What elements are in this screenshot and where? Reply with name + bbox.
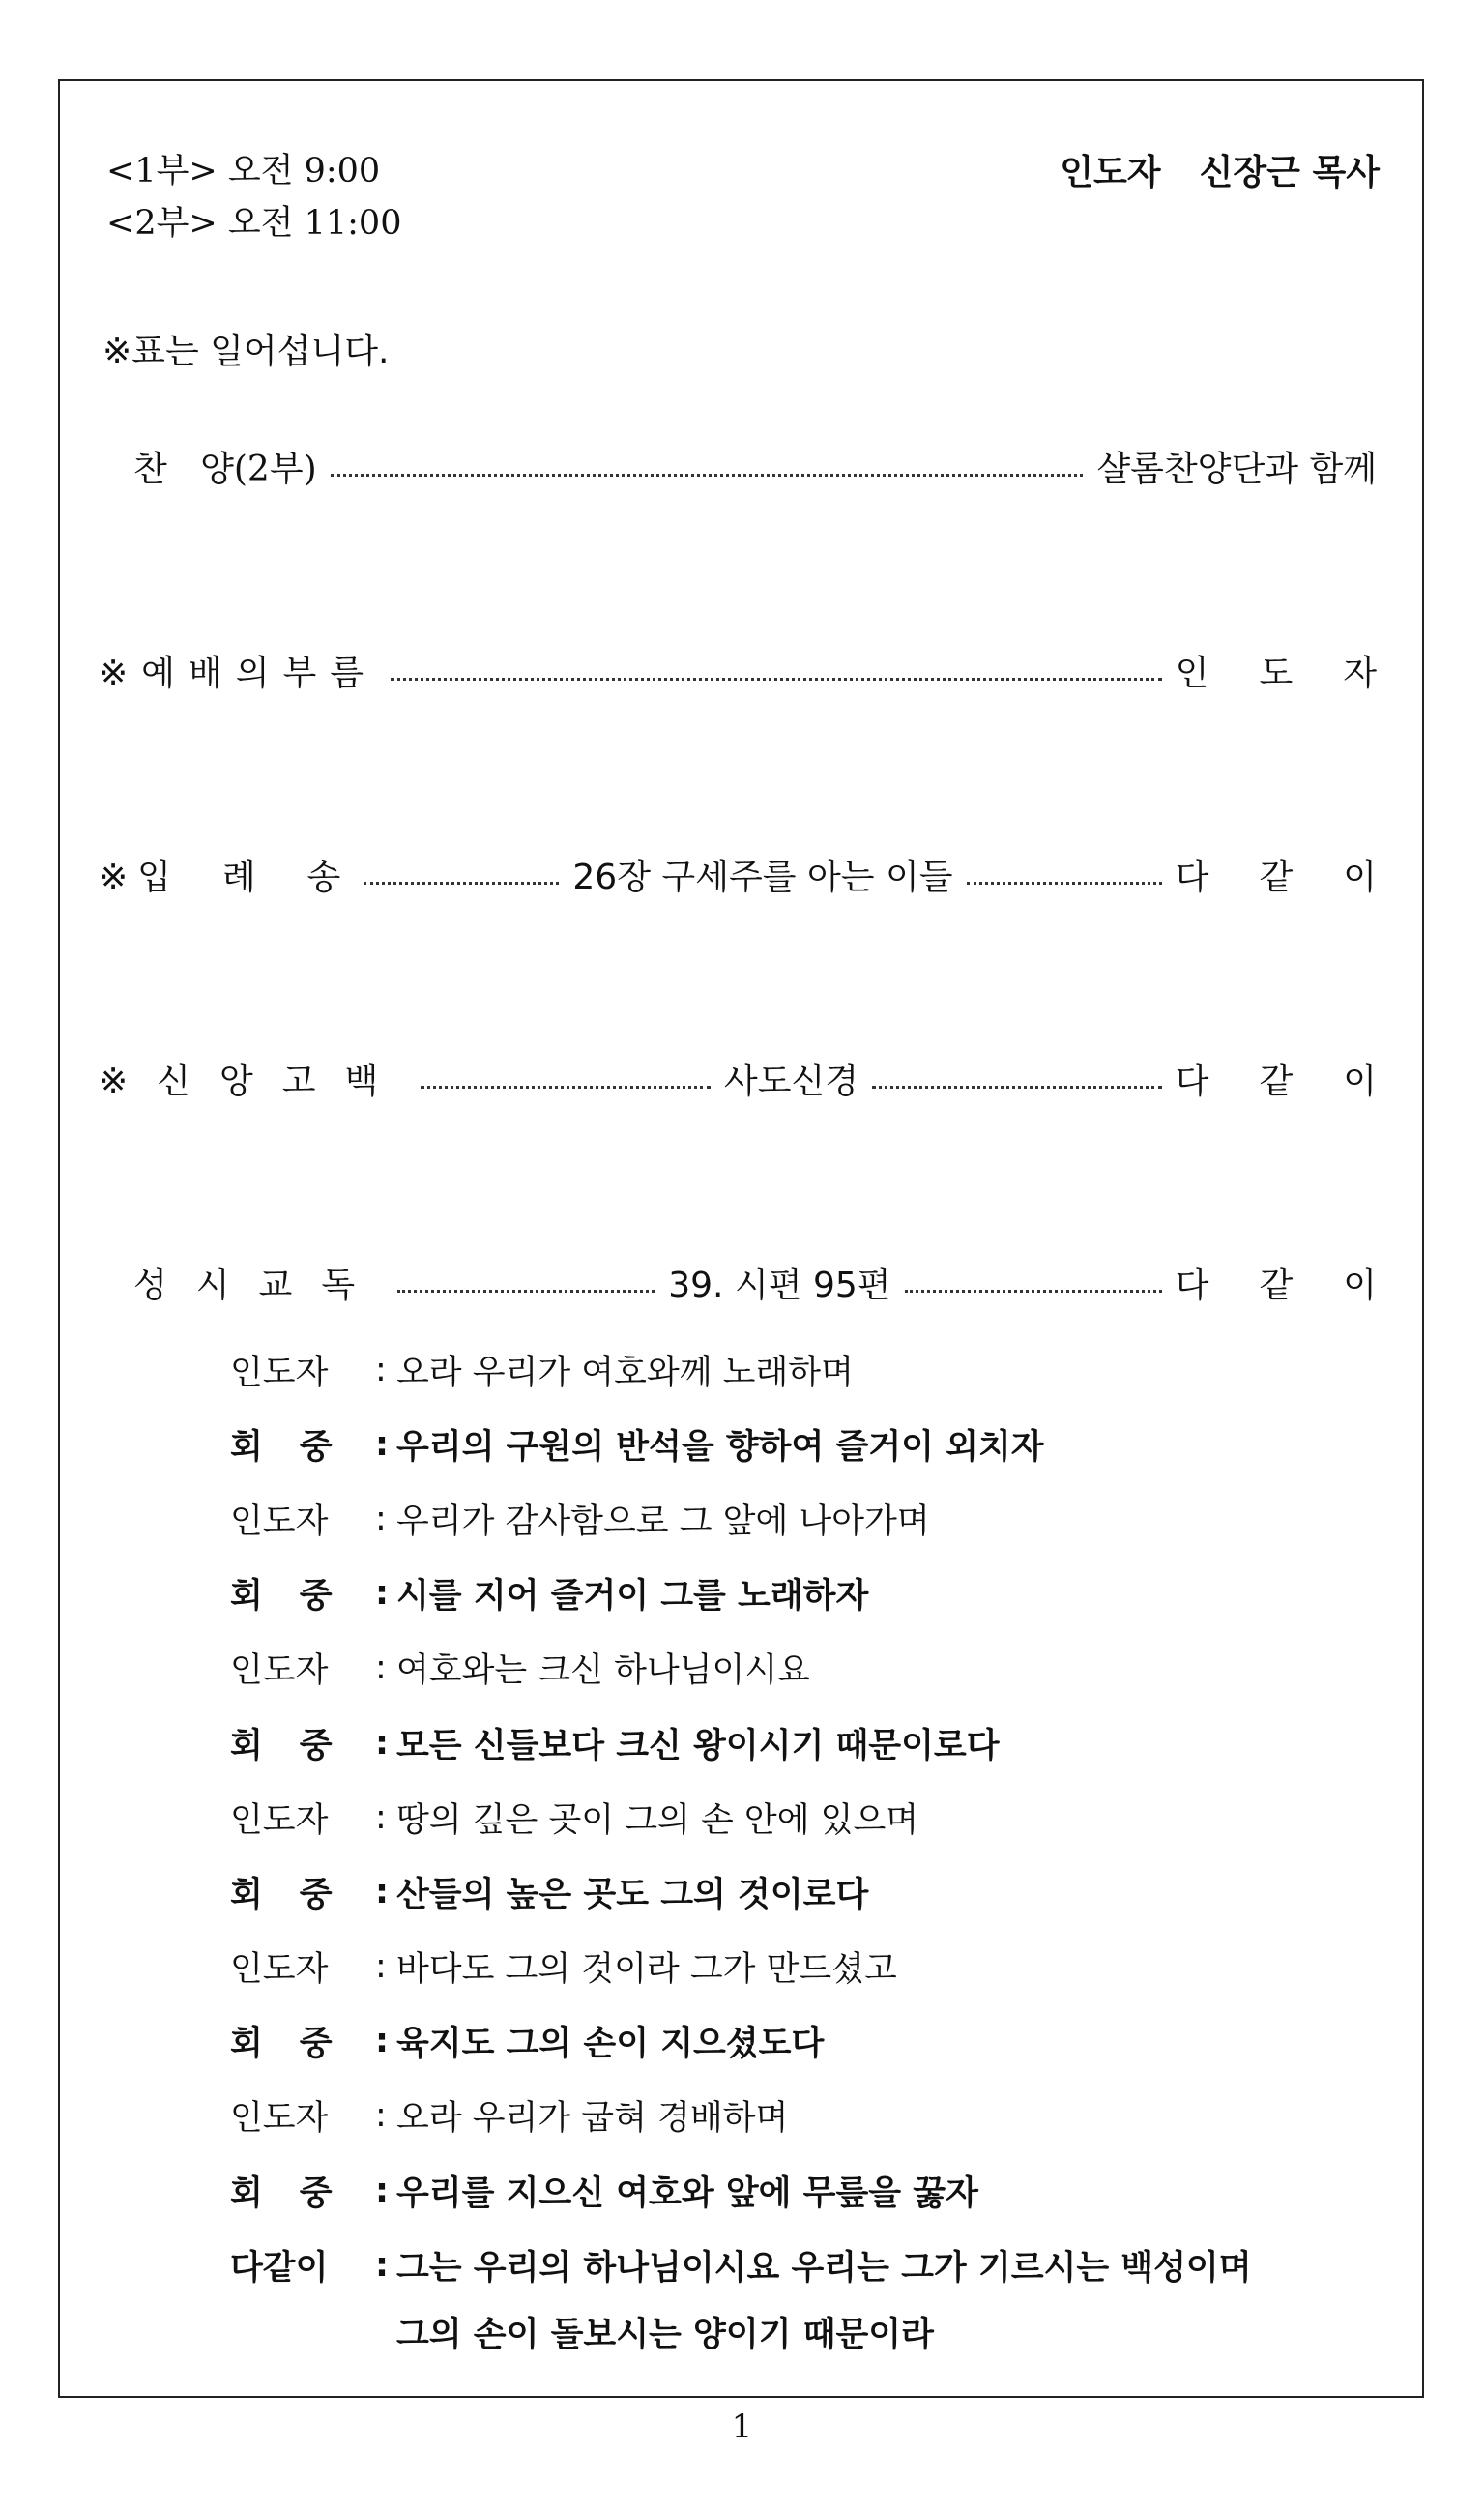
reading-line-congregation: 회중 : 우리의 구원의 반석을 향하여 즐거이 외치자: [230, 1407, 1252, 1481]
reading-text: 시를 지어 즐거이 그를 노래하자: [396, 1577, 869, 1617]
dot-leader: [905, 1290, 1162, 1293]
reading-line-congregation: 회중 : 모든 신들보다 크신 왕이시기 때문이로다: [230, 1706, 1252, 1780]
standing-notice: ※표는 일어섭니다.: [102, 332, 390, 371]
reading-speaker: 인도자: [230, 1651, 329, 1691]
leader-name: 신장근 목사: [1199, 153, 1380, 192]
reading-text: 우리를 지으신 여호와 앞에 무릎을 꿇자: [396, 2173, 978, 2213]
reading-line-leader: 인도자 : 땅의 깊은 곳이 그의 손 안에 있으며: [230, 1780, 1252, 1854]
reading-line-leader: 인도자 : 오라 우리가 굽혀 경배하며: [230, 2079, 1252, 2153]
reading-speaker: 회중: [230, 2025, 369, 2064]
reading-speaker: 인도자: [230, 1502, 329, 1541]
leader-title: 인도자: [1060, 153, 1161, 192]
reading-speaker: 회중: [230, 1577, 369, 1617]
dot-leader: [872, 1086, 1162, 1089]
reading-line-congregation: 회중 : 육지도 그의 손이 지으셨도다: [230, 2004, 1252, 2079]
reading-speaker: 회중: [230, 2173, 369, 2213]
reading-line-leader: 인도자 : 여호와는 크신 하나님이시요: [230, 1631, 1252, 1706]
reading-text: 땅의 깊은 곳이 그의 손 안에 있으며: [396, 1800, 919, 1840]
order-performer: 다같이: [1175, 1265, 1427, 1305]
reading-line-leader: 인도자 : 오라 우리가 여호와께 노래하며: [230, 1332, 1252, 1407]
dot-leader: [331, 474, 1084, 477]
service-time-1: <1부> 오전 9:00: [106, 152, 381, 190]
reading-text: 오라 우리가 굽혀 경배하며: [396, 2099, 789, 2139]
order-content: 사도신경: [723, 1061, 859, 1101]
reading-text: 오라 우리가 여호와께 노래하며: [396, 1353, 854, 1392]
reading-line-all: 다같이 : 그는 우리의 하나님이시요 우리는 그가 기르시는 백성이며: [230, 2228, 1252, 2302]
reading-line-congregation: 회중 : 시를 지어 즐거이 그를 노래하자: [230, 1557, 1252, 1631]
order-label: 성시교독: [133, 1265, 385, 1305]
reading-text: 바다도 그의 것이라 그가 만드셨고: [396, 1950, 897, 1990]
reading-speaker: 인도자: [230, 2099, 329, 2139]
dot-leader: [397, 1290, 655, 1293]
service-times: [106, 145, 401, 249]
service-time-2: <2부> 오전 11:00: [106, 204, 402, 243]
order-performer: 인도자: [1175, 653, 1427, 693]
reading-text: 산들의 높은 곳도 그의 것이로다: [396, 1875, 869, 1914]
reading-text: 여호와는 크신 하나님이시요: [396, 1651, 810, 1691]
reading-text: 육지도 그의 손이 지으셨도다: [396, 2025, 825, 2064]
order-label: ※신앙고백: [99, 1061, 408, 1101]
order-item-praise: [99, 437, 1377, 495]
order-label: ※입 례 송: [99, 857, 351, 897]
reading-speaker: 인도자: [230, 1800, 329, 1840]
reading-line-continuation: [230, 2302, 1252, 2362]
reading-speaker: 인도자: [230, 1950, 329, 1990]
order-item-opening-hymn: [99, 845, 1427, 903]
reading-speaker: 회중: [230, 1875, 369, 1914]
reading-speaker: 회중: [230, 1726, 369, 1765]
responsive-reading: [230, 1332, 1252, 2362]
reading-line-leader: 인도자 : 우리가 감사함으로 그 앞에 나아가며: [230, 1481, 1252, 1556]
order-item-responsive-reading: [99, 1253, 1427, 1311]
dot-leader: [364, 882, 559, 885]
order-content: 39. 시편 95편: [668, 1265, 891, 1305]
reading-text: 우리의 구원의 반석을 향하여 즐거이 외치자: [396, 1427, 1044, 1467]
order-label: 찬 양(2부): [133, 449, 317, 489]
reading-text: 우리가 감사함으로 그 앞에 나아가며: [396, 1502, 930, 1541]
order-item-call-to-worship: [99, 641, 1427, 699]
reading-line-congregation: 회중 : 산들의 높은 곳도 그의 것이로다: [230, 1854, 1252, 1929]
reading-text: 모든 신들보다 크신 왕이시기 때문이로다: [396, 1726, 1000, 1765]
order-performer: 샬롬찬양단과 함께: [1096, 449, 1377, 489]
reading-speaker: 인도자: [230, 1353, 329, 1392]
dot-leader: [421, 1086, 711, 1089]
page-number: 1: [731, 2407, 753, 2446]
reading-text: 그는 우리의 하나님이시요 우리는 그가 기르시는 백성이며: [396, 2248, 1252, 2288]
reading-speaker: 다같이: [230, 2248, 329, 2288]
order-label: ※예배의부름: [99, 653, 378, 693]
order-item-creed: [99, 1049, 1427, 1107]
reading-text: 그의 손이 돌보시는 양이기 때문이라: [396, 2316, 934, 2355]
order-content: 26장 구세주를 아는 이들: [572, 857, 953, 897]
order-performer: 다같이: [1175, 857, 1427, 897]
worship-leader: [1060, 145, 1380, 194]
dot-leader: [391, 678, 1162, 681]
dot-leader: [967, 882, 1162, 885]
reading-line-congregation: 회중 : 우리를 지으신 여호와 앞에 무릎을 꿇자: [230, 2153, 1252, 2228]
reading-speaker: 회중: [230, 1427, 369, 1467]
order-performer: 다같이: [1175, 1061, 1427, 1101]
reading-line-leader: 인도자 : 바다도 그의 것이라 그가 만드셨고: [230, 1930, 1252, 2004]
